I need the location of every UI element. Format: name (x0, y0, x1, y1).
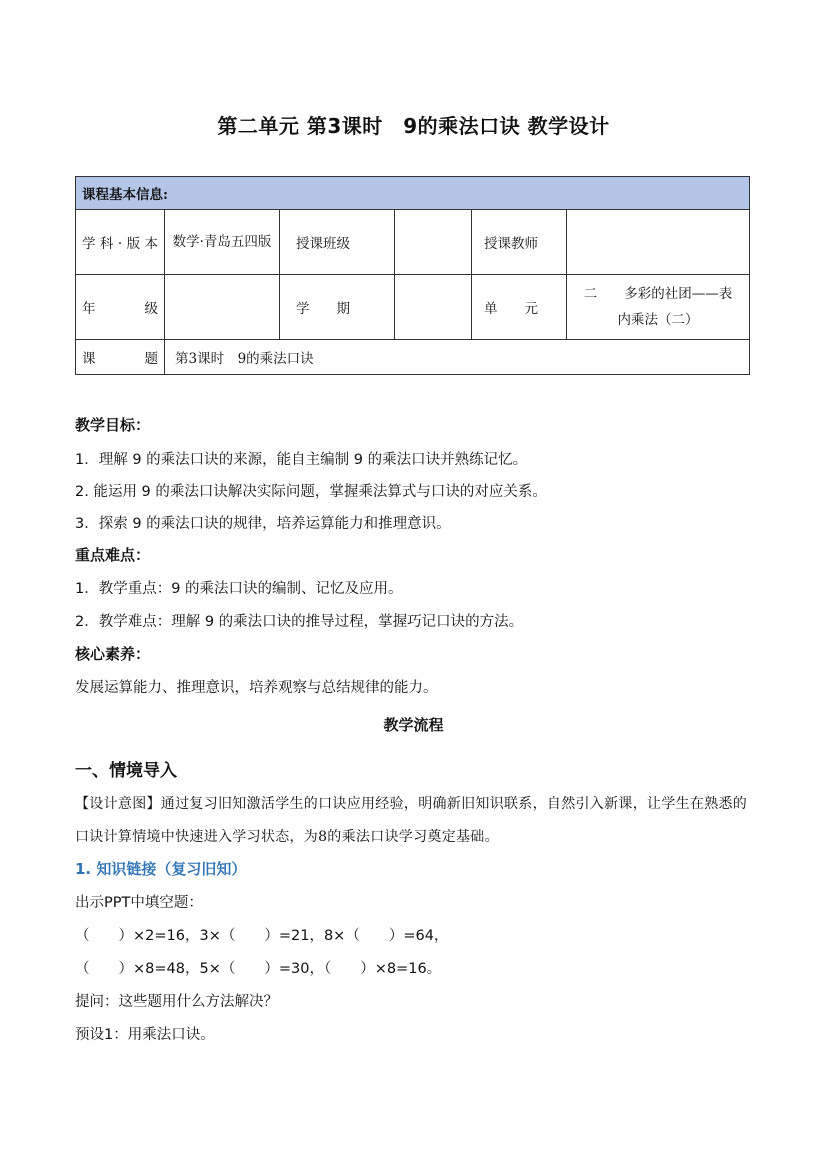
objective-item: 1．理解 9 的乘法口诀的来源，能自主编制 9 的乘法口诀并熟练记忆。 (75, 452, 528, 468)
fill-blank-line: （ ）×2=16，3×（ ）=21，8×（ ）=64， (75, 928, 449, 944)
body-line: 出示PPT中填空题： (75, 895, 203, 911)
class-value (395, 210, 472, 275)
grade-value (165, 275, 280, 340)
topic-label: 课 题 (76, 340, 165, 375)
subject-label: 学科·版本 (76, 210, 165, 275)
course-info-table (75, 176, 750, 375)
literacy-text: 发展运算能力、推理意识，培养观察与总结规律的能力。 (75, 680, 438, 696)
section1-heading: 一、情境导入 (75, 761, 177, 781)
flow-title: 教学流程 (383, 716, 444, 734)
key-point-item: 1．教学重点：9 的乘法口诀的编制、记忆及应用。 (75, 581, 403, 597)
term-label: 学 期 (280, 275, 395, 340)
sub-heading: 1. 知识链接（复习旧知） (75, 860, 247, 878)
term-value (395, 275, 472, 340)
table-header: 课程基本信息: (76, 177, 750, 210)
objective-item: 2. 能运用 9 的乘法口诀解决实际问题，掌握乘法算式与口诀的对应关系。 (75, 484, 547, 500)
unit-value: 二 多彩的社团——表内乘法（二） (567, 275, 750, 340)
body-line: 提问：这些题用什么方法解决？ (75, 994, 278, 1010)
body-line: 预设1：用乘法口诀。 (75, 1027, 215, 1043)
grade-label: 年 级 (76, 275, 165, 340)
design-intent: 【设计意图】通过复习旧知激活学生的口诀应用经验，明确新旧知识联系，自然引入新课，让学生在熟悉的口诀计算情境中快速进入学习状态，为8的乘法口诀学习奠定基础。 (75, 796, 748, 845)
literacy-heading: 核心素养： (75, 645, 151, 663)
teacher-label: 授课教师 (472, 210, 567, 275)
unit-label: 单 元 (472, 275, 567, 340)
fill-blank-line: （ ）×8=48，5×（ ）=30，（ ）×8=16。 (75, 961, 442, 977)
class-label: 授课班级 (280, 210, 395, 275)
key-points-heading: 重点难点： (75, 546, 151, 564)
teacher-value (567, 210, 750, 275)
objectives-heading: 教学目标： (75, 416, 151, 434)
document-title: 第二单元 第3课时 9的乘法口诀 教学设计 (217, 114, 610, 138)
subject-value: 数学·青岛五四版 (165, 210, 280, 275)
topic-value: 第3课时 9的乘法口诀 (165, 340, 750, 375)
objective-item: 3．探索 9 的乘法口诀的规律，培养运算能力和推理意识。 (75, 516, 451, 532)
key-point-item: 2．教学难点：理解 9 的乘法口诀的推导过程，掌握巧记口诀的方法。 (75, 614, 524, 630)
